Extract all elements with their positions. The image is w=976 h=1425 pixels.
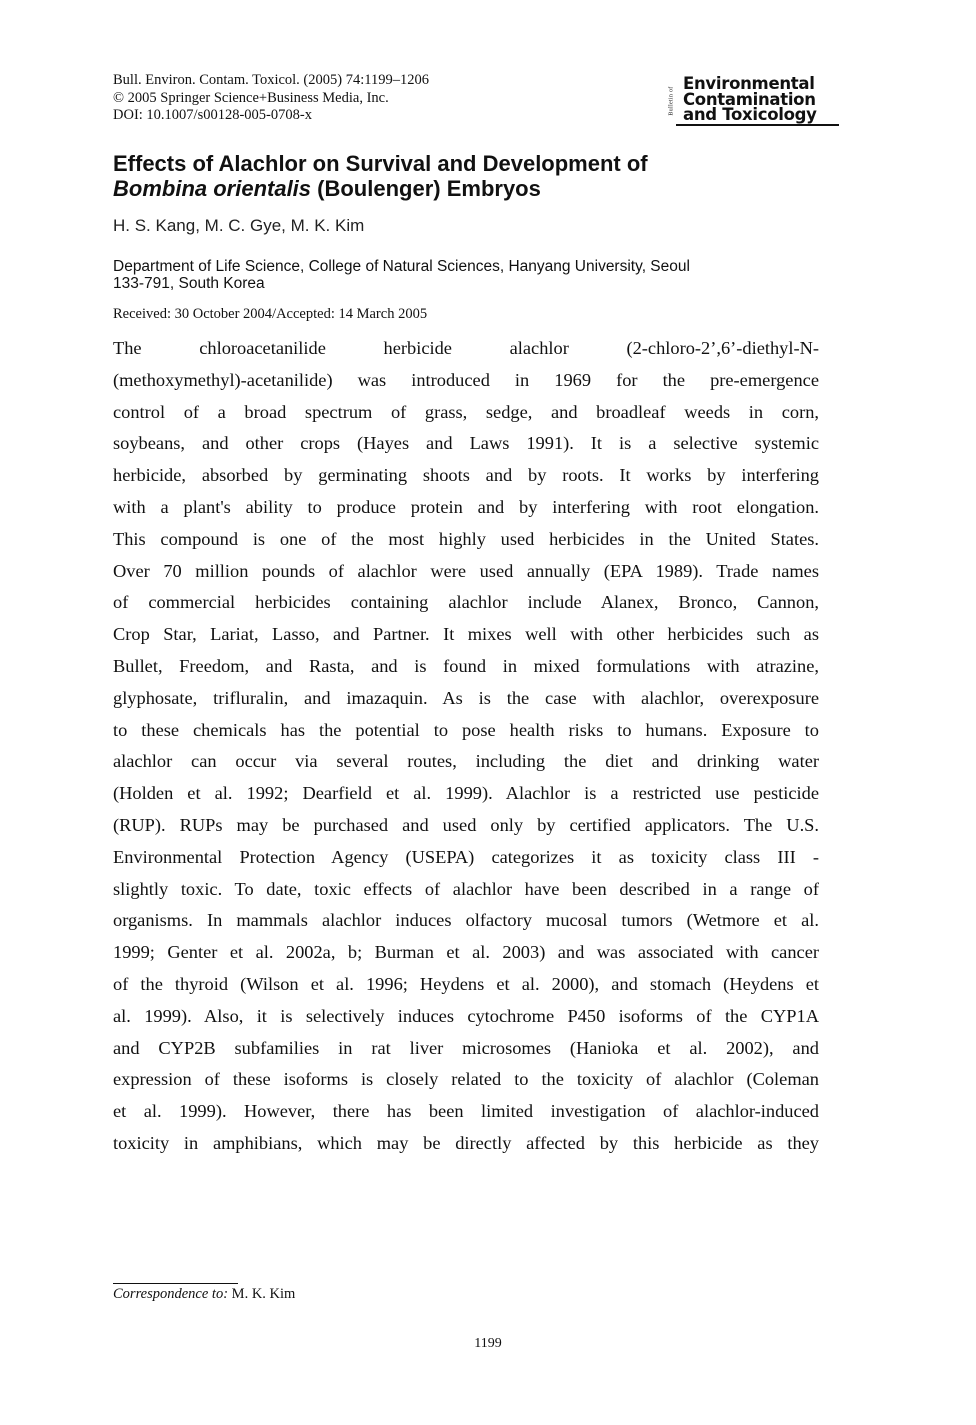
article-title (113, 151, 648, 201)
body-line: The chloroacetanilide herbicide alachlor (2-chloro-2’,6’-diethyl-N- (113, 338, 819, 358)
title-line-1: Effects of Alachlor on Survival and Development of (113, 151, 648, 176)
title-line-2-rest: (Boulenger) Embryos (311, 176, 541, 201)
body-line: This compound is one of the most highly used herbicides in the United States. (113, 528, 819, 549)
body-line: (methoxymethyl)-acetanilide) was introduced in 1969 for the pre-emergence (113, 369, 819, 390)
journal-citation (113, 72, 429, 125)
body-line: (RUP). RUPs may be purchased and used only by certified applicators. The U.S. (113, 814, 819, 835)
body-line: Environmental Protection Agency (USEPA) categorizes it as toxicity class III - (113, 846, 819, 867)
logo-line: and Toxicology (683, 105, 817, 124)
body-text (113, 333, 819, 1160)
title-line-2 (113, 176, 648, 201)
species-name: Bombina orientalis (113, 176, 312, 201)
body-line: Crop Star, Lariat, Lasso, and Partner. It mixes well with other herbicides such as (113, 624, 819, 645)
logo-line: Environmental (683, 74, 815, 93)
logo-side-text: Bulletin of (668, 86, 675, 116)
body-line: glyphosate, trifluralin, and imazaquin. As is the case with alachlor, overexposure (113, 687, 819, 708)
correspondence-footnote (113, 1286, 295, 1303)
body-line: alachlor can occur via several routes, including the diet and drinking water (113, 751, 819, 772)
body-line: (Holden et al. 1992; Dearfield et al. 1999). Alachlor is a restricted use pesticide (113, 783, 819, 804)
body-line: slightly toxic. To date, toxic effects of alachlor have been described in a range of (113, 878, 819, 899)
body-line: toxicity in amphibians, which may be directly affected by this herbicide as they (113, 1132, 819, 1153)
body-line: with a plant's ability to produce protein and by interfering with root elongation. (113, 496, 819, 517)
logo-lines (683, 76, 817, 123)
body-line: 1999; Genter et al. 2002a, b; Burman et al. 2003) and was associated with cancer (113, 942, 819, 963)
footnote-value: M. K. Kim (228, 1286, 296, 1302)
body-line: of the thyroid (Wilson et al. 1996; Heydens et al. 2000), and stomach (Heydens et (113, 973, 819, 994)
body-line: of commercial herbicides containing alachlor include Alanex, Bronco, Cannon, (113, 592, 819, 613)
page-number: 1199 (474, 1336, 502, 1351)
body-line: al. 1999). Also, it is selectively induces cytochrome P450 isoforms of the CYP1A (113, 1005, 819, 1026)
body-line: expression of these isoforms is closely related to the toxicity of alachlor (Coleman (113, 1069, 819, 1090)
body-line: herbicide, absorbed by germinating shoots and by roots. It works by interfering (113, 465, 819, 486)
body-line: soybeans, and other crops (Hayes and Laws 1991). It is a selective systemic (113, 433, 819, 454)
citation-line: © 2005 Springer Science+Business Media, Inc. (113, 89, 389, 106)
body-line: control of a broad spectrum of grass, sedge, and broadleaf weeds in corn, (113, 401, 819, 422)
body-line: to these chemicals has the potential to pose health risks to humans. Exposure to (113, 719, 819, 740)
footnote-rule (113, 1283, 238, 1284)
author-list: H. S. Kang, M. C. Gye, M. K. Kim (113, 216, 365, 235)
body-line: and CYP2B subfamilies in rat liver microsomes (Hanioka et al. 2002), and (113, 1037, 819, 1058)
affiliation (113, 258, 825, 292)
logo-line: Contamination (683, 89, 816, 109)
footnote-label: Correspondence to: (113, 1286, 229, 1302)
journal-logo (668, 74, 839, 126)
body-line: Bullet, Freedom, and Rasta, and is found in mixed formulations with atrazine, (113, 655, 819, 676)
citation-line: DOI: 10.1007/s00128-005-0708-x (113, 107, 312, 123)
affiliation-line: Department of Life Science, College of Natural Sciences, Hanyang University, Seoul (113, 258, 690, 275)
received-dates: Received: 30 October 2004/Accepted: 14 March 2005 (113, 306, 428, 322)
body-line: organisms. In mammals alachlor induces olfactory mucosal tumors (Wetmore et al. (113, 910, 819, 931)
body-line: et al. 1999). However, there has been limited investigation of alachlor-induced (113, 1101, 819, 1122)
body-line: Over 70 million pounds of alachlor were used annually (EPA 1989). Trade names (113, 560, 819, 581)
logo-underline (676, 124, 839, 126)
citation-line: Bull. Environ. Contam. Toxicol. (2005) 74:1199–1206 (113, 72, 429, 88)
affiliation-line: 133-791, South Korea (113, 275, 265, 292)
